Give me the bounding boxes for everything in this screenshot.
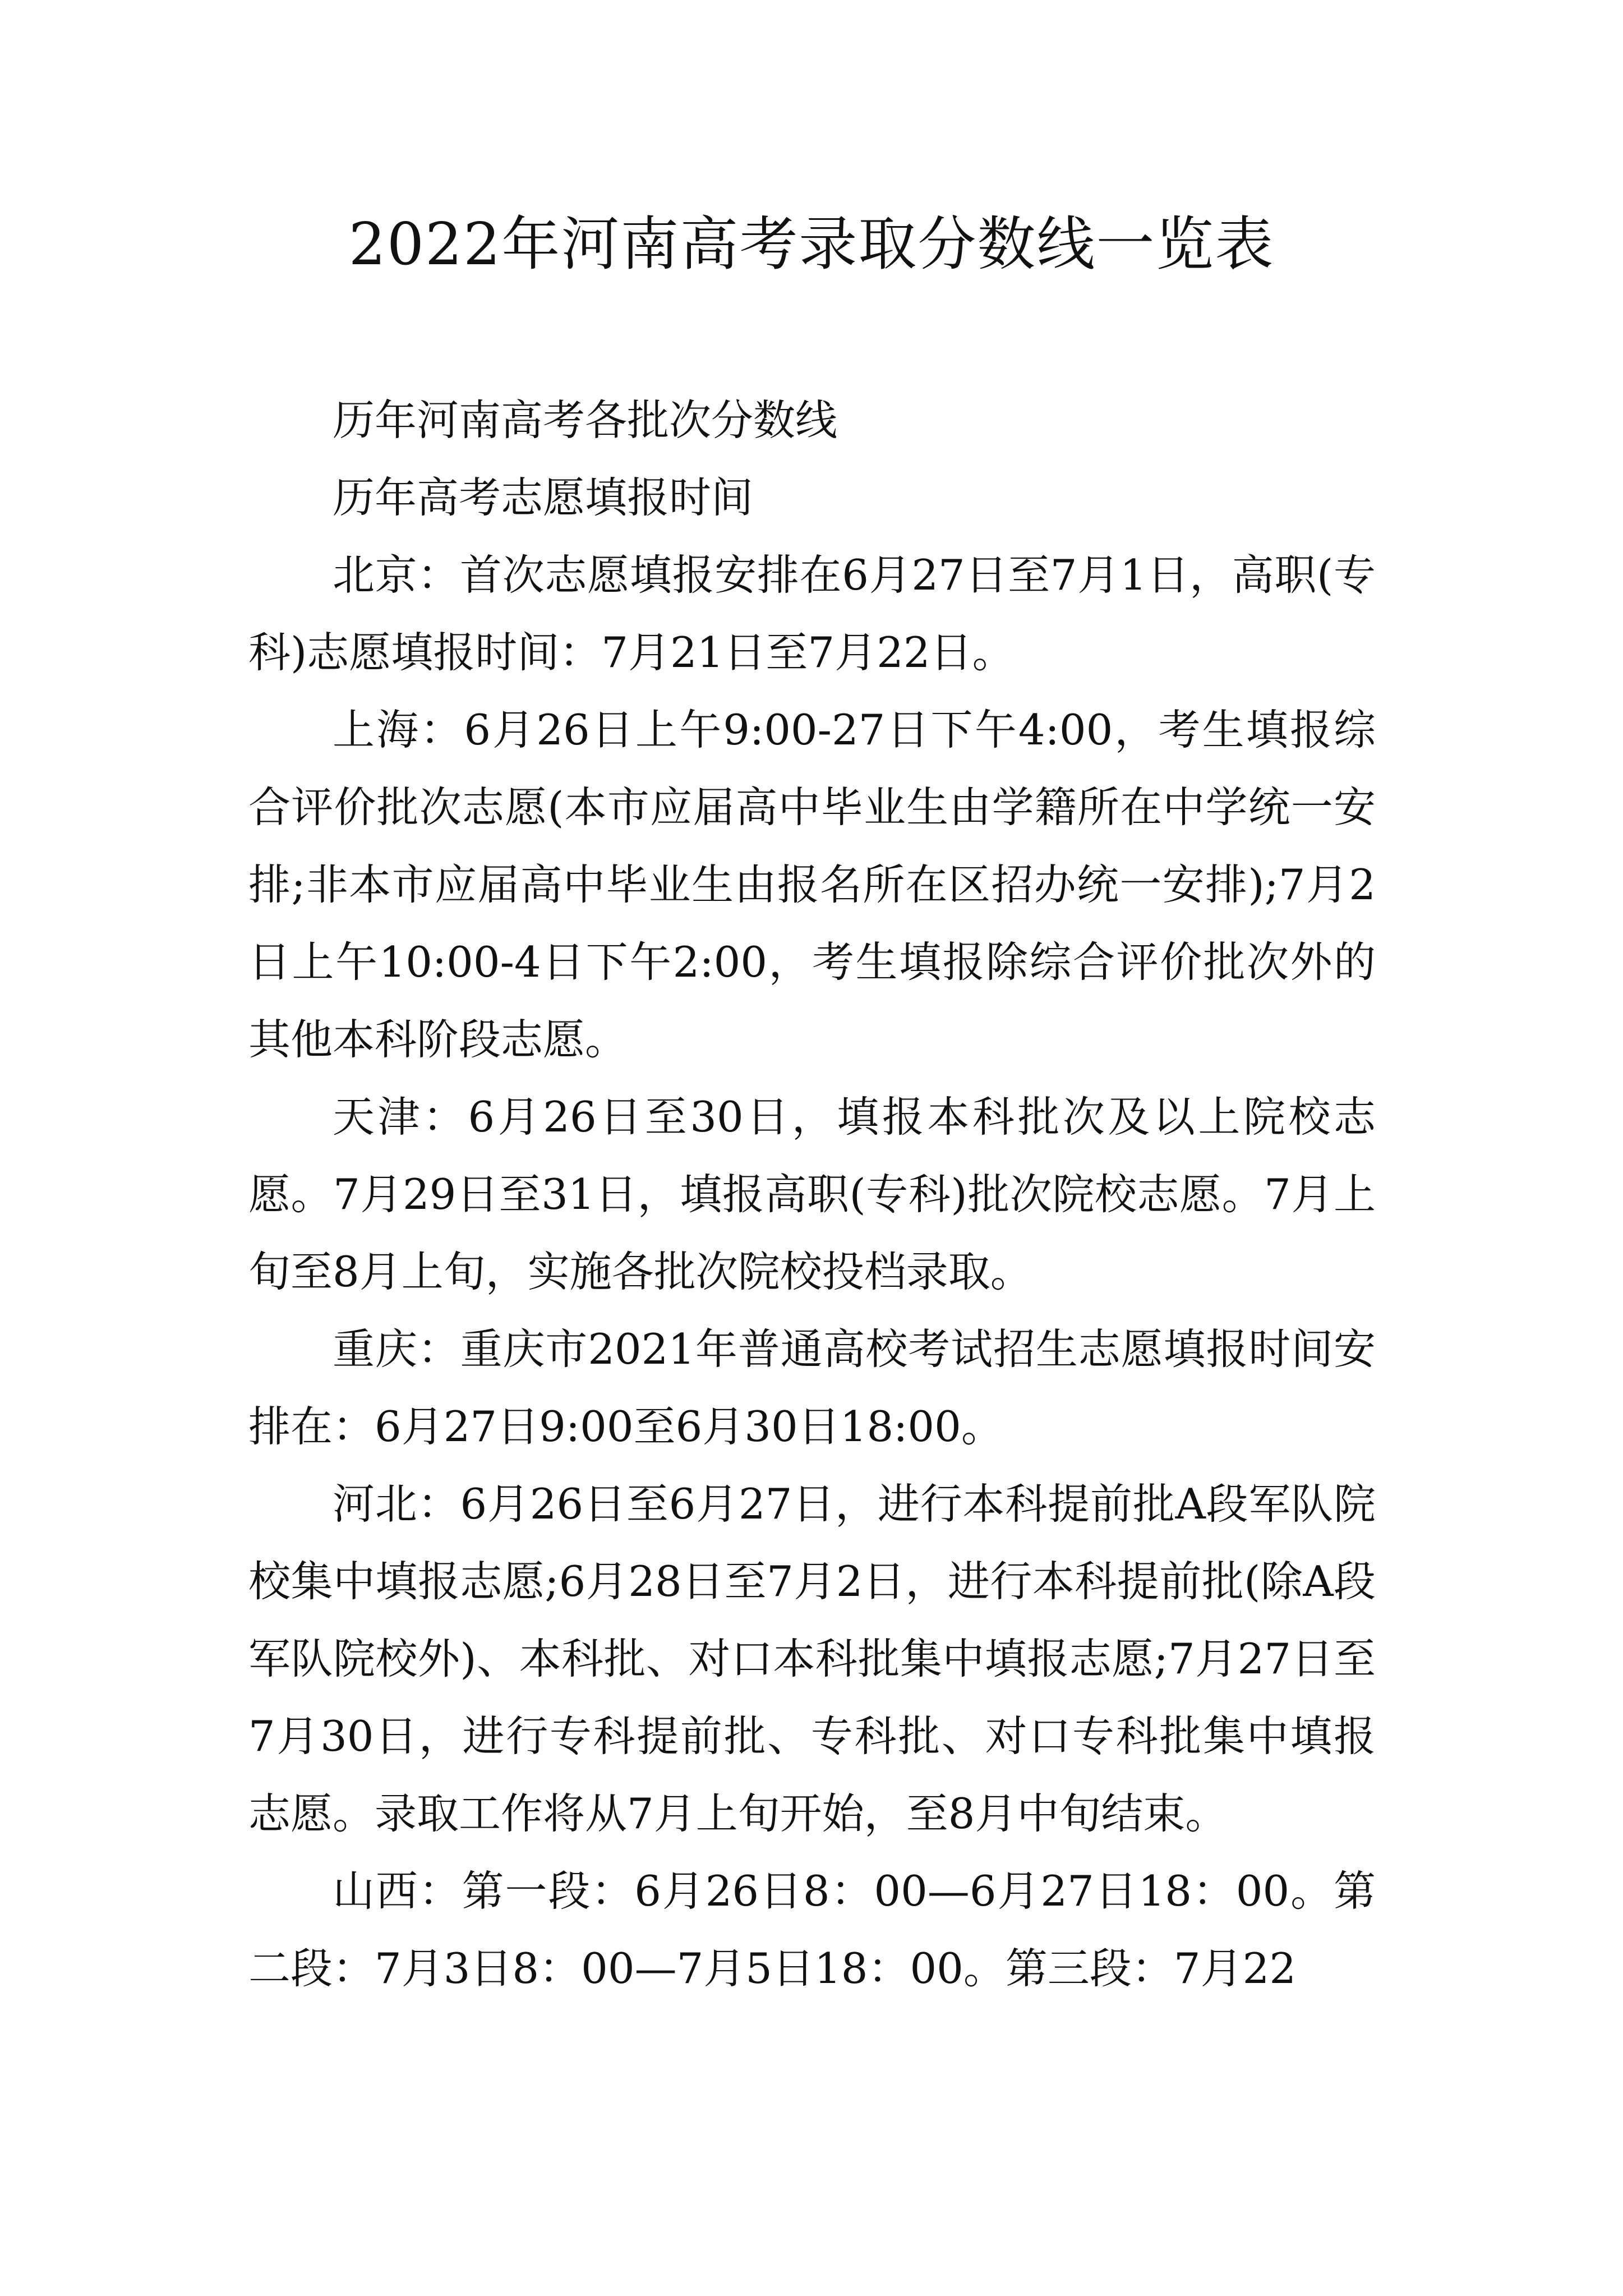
paragraph-score-lines: 历年河南高考各批次分数线 xyxy=(333,395,838,445)
paragraph-shanghai: 上海：6月26日上午9:00-27日下午4:00，考生填报综合评价批次志愿(本市应届高中毕业生由学籍所在中学统一安排;非本市应届高中毕业生由报名所在区招办统一安排);7月2日上午10:00-4日下午2:00，考生填报除综合评价批次外的其他本科阶段志愿。 xyxy=(248,705,1376,1064)
paragraph-beijing: 北京：首次志愿填报安排在6月27日至7月1日，高职(专科)志愿填报时间：7月21日至7月22日。 xyxy=(248,550,1376,677)
paragraph-chongqing: 重庆：重庆市2021年普通高校考试招生志愿填报时间安排在：6月27日9:00至6月30日18:00。 xyxy=(248,1324,1376,1451)
paragraph-shanxi: 山西：第一段：6月26日8：00—6月27日18：00。第二段：7月3日8：00—7月5日18：00。第三段：7月22 xyxy=(248,1866,1376,1993)
document-body xyxy=(248,381,1376,2007)
document-title: 2022年河南高考录取分数线一览表 xyxy=(348,210,1275,278)
paragraph-application-time: 历年高考志愿填报时间 xyxy=(333,473,754,522)
paragraph-tianjin: 天津：6月26日至30日，填报本科批次及以上院校志愿。7月29日至31日，填报高职(专科)批次院校志愿。7月上旬至8月上旬，实施各批次院校投档录取。 xyxy=(248,1092,1376,1296)
paragraph-hebei: 河北：6月26日至6月27日，进行本科提前批A段军队院校集中填报志愿;6月28日至7月2日，进行本科提前批(除A段军队院校外)、本科批、对口本科批集中填报志愿;7月27日至7月30日，进行专科提前批、专科批、对口专科批集中填报志愿。录取工作将从7月上旬开始，至8月中旬结束。 xyxy=(248,1479,1376,1838)
